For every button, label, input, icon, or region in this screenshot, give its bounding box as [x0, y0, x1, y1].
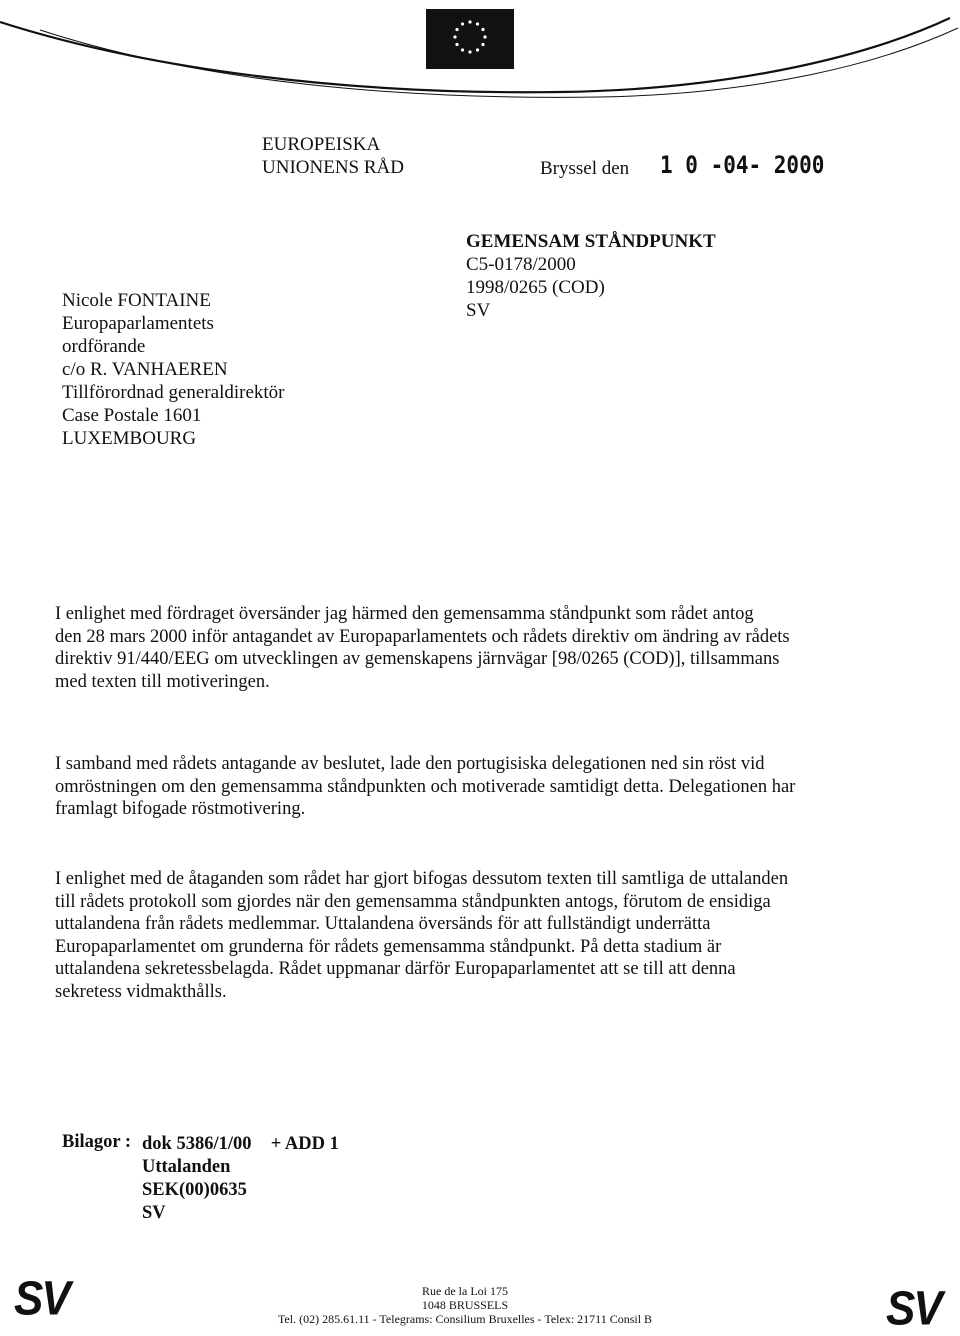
reference-line: C5-0178/2000: [466, 254, 576, 275]
language-mark-left: SV: [14, 1271, 69, 1326]
recipient-line: c/o R. VANHAEREN: [62, 359, 228, 380]
body-paragraph-1: [55, 603, 855, 693]
body-paragraph-3: [55, 868, 855, 1003]
annex-item: SEK(00)0635: [142, 1180, 247, 1200]
annexes-label: Bilagor :: [62, 1132, 132, 1152]
institution-name: [262, 133, 404, 179]
recipient-line: Case Postale 1601: [62, 405, 202, 426]
footer-line: Tel. (02) 285.61.11 - Telegrams: Consilium Bruxelles - Telex: 21711 Consil B: [277, 1312, 653, 1326]
place-date-label: Bryssel den: [540, 158, 630, 179]
annex-item: dok 5386/1/00: [142, 1134, 252, 1154]
footer-line: 1048 BRUSSELS: [421, 1298, 509, 1312]
date-stamp: 1 0 -04- 2000: [660, 151, 825, 179]
paragraph-line: uttalandena sekretessbelagda. Rådet uppmanar därför Europaparlamentet att se till att denna: [55, 959, 736, 979]
reference-line: SV: [466, 300, 491, 321]
annex-item: Uttalanden: [142, 1157, 231, 1177]
reference-block: [466, 230, 716, 322]
paragraph-line: omröstningen om den gemensamma ståndpunkten och motiverade samtidigt detta. Delegationen har: [55, 776, 796, 797]
institution-line-2: UNIONENS RÅD: [262, 157, 404, 178]
paragraph-line: den 28 mars 2000 inför antagandet av Europaparlamentets och rådets direktiv om ändring av rådets: [55, 626, 790, 647]
language-mark-right: SV: [886, 1281, 941, 1336]
paragraph-line: framlagt bifogade röstmotivering.: [55, 799, 306, 819]
institution-line-1: EUROPEISKA: [262, 134, 381, 155]
annex-item: SV: [142, 1203, 166, 1223]
paragraph-line: med texten till motiveringen.: [55, 671, 270, 692]
annexes-block: [142, 1133, 339, 1225]
paragraph-line: Europaparlamentet om grunderna för rådets gemensamma ståndpunkt. På detta stadium är: [55, 936, 722, 957]
paragraph-line: direktiv 91/440/EEG om utvecklingen av gemenskapens järnvägar [98/0265 (COD)], tillsammans: [55, 649, 780, 669]
footer-line: Rue de la Loi 175: [422, 1284, 508, 1298]
eu-flag-icon: [426, 9, 514, 69]
paragraph-line: till rådets protokoll som gjordes när den gemensamma ståndpunkten antogs, förutom de ensidiga: [55, 891, 771, 912]
annex-add: + ADD 1: [270, 1134, 339, 1154]
paragraph-line: I enlighet med fördraget översänder jag härmed den gemensamma ståndpunkt som rådet antog: [55, 604, 754, 624]
reference-title: GEMENSAM STÅNDPUNKT: [466, 231, 716, 252]
recipient-line: Europaparlamentets: [62, 313, 214, 334]
paragraph-line: I enlighet med de åtaganden som rådet har gjort bifogas dessutom texten till samtliga de uttalanden: [55, 869, 789, 889]
recipient-address: [62, 289, 285, 450]
paragraph-line: uttalandena från rådets medlemmar. Uttalandena översänds för att fullständigt underrätta: [55, 914, 711, 934]
paragraph-line: I samband med rådets antagande av beslutet, lade den portugisiska delegationen ned sin röst vid: [55, 754, 765, 774]
recipient-line: LUXEMBOURG: [62, 428, 197, 449]
recipient-line: ordförande: [62, 336, 146, 357]
reference-line: 1998/0265 (COD): [466, 277, 605, 298]
recipient-line: Tillförordnad generaldirektör: [62, 382, 285, 403]
body-paragraph-2: [55, 753, 855, 821]
recipient-line: Nicole FONTAINE: [62, 290, 211, 311]
footer-address: [230, 1284, 700, 1326]
paragraph-line: sekretess vidmakthålls.: [55, 981, 227, 1002]
